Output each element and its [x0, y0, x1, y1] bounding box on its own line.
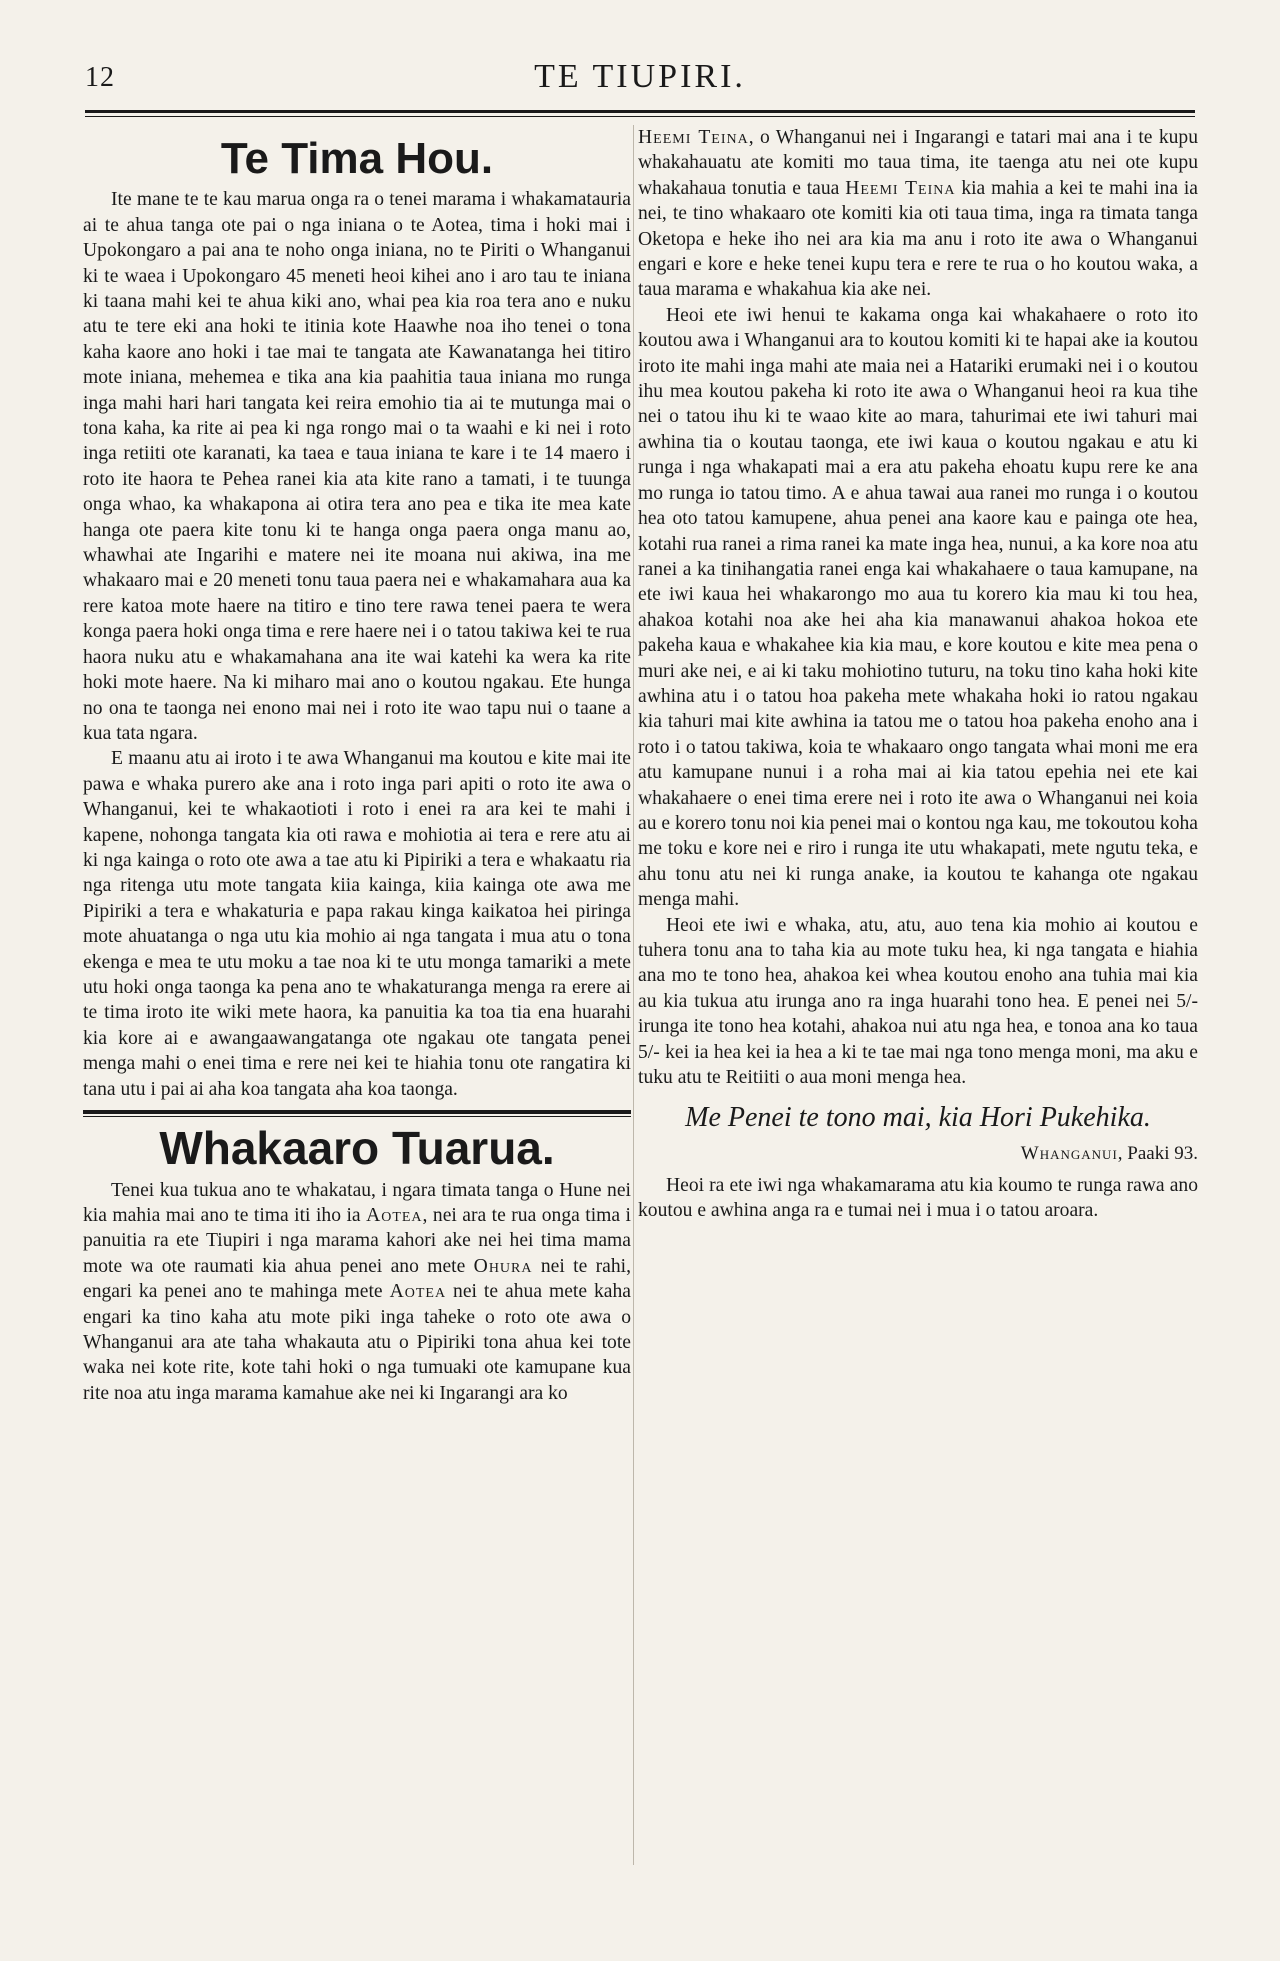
article-paragraph: Heemi Teina, o Whanganui nei i Ingarangi e tatari mai ana i te kupu whakahauatu ate komiti mo taua tima, ite taenga atu nei ote kupu whakahaua tonutia e taua Heemi Teina kia mahia a kei te mahi ina ia nei, te tino whakaaro ote komiti kia oti taua tima, inga ra timata tanga Oketopa e heke iho nei ara kia ma anu i roto ite awa o Whanganui engari e kore e heke tenei kupu tera e rere te rua o ho koutou waka, a taua marama e whakahua kia ake nei.	[638, 127, 1199, 301]
header-rule	[85, 110, 1195, 117]
ship-name-ohura: Ohura	[473, 1255, 533, 1277]
article-title-te-tima-hou: Te Tima Hou.	[220, 134, 494, 183]
page-number: 12	[85, 62, 115, 93]
article-title-whakaaro-tuarua: Whakaaro Tuarua.	[159, 1122, 555, 1175]
article-paragraph: Heoi ete iwi e whaka, atu, atu, auo tena kia mohio ai koutou e tuhera tonu ana to taha kia au mote tuku hea, ki nga tangata e hiahia ana mo te tono hea, ahakoa kei whea koutou enoho ana tuhia mai kia au kia tukua atu irunga ano ra inga huarahi tono hea. E penei nei 5/- irunga ite tono hea kotahi, ahakoa nui atu nga hea, e tonoa ana ko taua 5/- kei ia hea kei ia hea a ki te tae mai nga tono menga moni, ma aku e tuku atu te Reitiiti o aua moni menga hea.	[638, 914, 1198, 1089]
article-paragraph: Heoi ra ete iwi nga whakamarama atu kia koumo te runga rawa ano koutou e awhina anga ra e tumai nei i mua i o tatou aroara.	[638, 1174, 1198, 1222]
newspaper-title: TE TIUPIRI.	[534, 58, 746, 95]
column-divider	[633, 125, 634, 1865]
signature: Me Penei te tono mai, kia Hori Pukehika.	[685, 1102, 1151, 1134]
ship-name-aotea: Aotea	[389, 1281, 447, 1303]
dateline: Whanganui, Paaki 93.	[1020, 1143, 1198, 1165]
article-paragraph: Tenei kua tukua ano te whakatau, i ngara timata tanga o Hune nei kia mahia mai ano te tima iti iho ia Aotea, nei ara te rua onga tima i panuitia ra ete Tiupiri i nga marama kahori ake nei hei tima mama mote wa ote raumati kia ahua penei ano mete Ohura nei te rahi, engari ka penei ano te mahinga mete Aotea nei te ahua mete kaha engari ka tino kaha atu mote piki inga taheke o roto ote awa o Whanganui ara ate taha whakauta atu o Pipiriki tona ahua kei tote waka nei kote rite, kote tahi hoki o nga tumuaki ote kamupane kua rite noa atu inga marama kamahue ake nei ki Ingarangi ara ko	[83, 1179, 631, 1404]
article-paragraph: Ite mane te te kau marua onga ra o tenei marama i whakamatauria ai te ahua tanga ote pai o nga iniana o te Aotea, tima i hoki mai i Upokongaro a pai ana te noho onga iniana, no te Piriti o Whanganui ki te waea i Upokongaro 45 meneti heoi kihei ano i aro tau te iniana ki taana mahi kei te ahua kiki ano, whai pea kia roa tera ano e nuku atu te tere eki ana hoki te itinia kote Haawhe noa iho tenei o tona kaha kaore ano hoki i tae mai te tangata ate Kawanatanga hei titiro mote iniana, mehemea e tika ana kia paahitia taua iniana mo runga inga mahi hari hari tangata kei reira emohio tia ai te mutunga mai o tona kaha, ka rite ai pea ki nga rongo mai o ta waahi e ki nei i roto inga retiiti ote karanati, ka taea e taua iniana te kare i te 14 maero i roto ite haora te Pehea ranei kia ata kite rano a tamati, i te tuunga onga whao, ka whakapona ai otira tera ano pea e tika ite mea kate hanga ote paera kite tonu ki te hanga onga paera onga manu ao, whawhai ate Ingarihi e matere nei ite moana nui akiwa, ina me whakaaro mai e 20 meneti tonu taua paera nei e whakamahara aua ka rere katoa mote haere na titiro e tino tere rawa tenei paera te wera konga paera hoki onga tima e rere haere nei i o tatou takiwa kei te rua haora nuku atu e whakamahana ana ite wai katehi ka wera ka rite hoki mote haere. Na ki miharo mai ano o koutou ngakau. Ete hunga no ona te taonga nei enono mai nei i roto ite wao tapu nui o taane a kua tata ngara.	[83, 189, 631, 744]
article-paragraph: E maanu atu ai iroto i te awa Whanganui ma koutou e kite mai ite pawa e whaka purero ake ana i roto inga pari apiti o roto ite awa o Whanganui, kei te whakaotioti i roto i enei ra ara kei te mahi i kapene, nohonga tangata kia oti rawa e mohiotia ai tera e rere atu ai ki nga kainga o roto ote awa a tae atu ki Pipiriki a tera e whakaatu ria nga ritenga utu mote tangata kiia kainga, kiia kainga ote awa me Pipiriki a tera e whakaturia e papa rakau kinga kaikatoa hei piringa mote ahuatanga o nga utu kia mohio ai nga tangata i mua atu o tona ekenga e mea te utu moku a tae noa ki te utu monga tamariki a mete utu hoki onga taonga ka pena ano te whakaturanga menga ra erere ai te tima iroto ite wiki mete haora, ka panuitia ka toa tia ena huarahi kia kore ai e awangaawangatanga ote ngakau ote tangata penei menga mahi o enei tima e rere nei kei te hiahia tonu ote rangatira ki tana utu i pai ai aha koa tangata aha koa taonga.	[83, 748, 631, 1100]
section-rule	[83, 1110, 631, 1117]
ship-name-aotea: Aotea	[366, 1205, 423, 1227]
left-column	[83, 125, 631, 1406]
article-paragraph: Heoi ete iwi henui te kakama onga kai whakahaere o roto ito koutou awa i Whanganui ara to koutou komiti ki te hapai ake ia koutou iroto ite mahi inga mahi ate maia nei a Hatariki erumaki nei i o koutou ihu mea koutou pakeha ki roto ite awa o Whanganui heoi ra kua tihe nei o tatou ihu ki te waao kite ao mara, tahurimai ete iwi tahuri mai awhina tia o koutau taonga, ete iwi kaua o koutou ngakau e atu ki runga i nga whakapati mai a era atu pakeha ehoatu kupu rere ke ana mo runga io tatou timo. A e ahua tawai aua ranei mo runga i o koutou hea oto tatou kamupene, ahua penei ana kaore kau e painga ote hea, kotahi rua ranei a rima ranei ka mate inga hea, nunui, a ka kore noa atu ranei a ka tinihangatia ranei enga kai whakahaere o taua kamupane, na ete iwi kaua hei whakarongo mo aua tu korero kia mau ki tou hea, ahakoa kotahi noa ake hei aha kia manawanui ahakoa hokoa ete pakeha kaua e whakahee kia kia mau, e kore koutou e kite mea pena o muri ake nei, e ai ki taku mohiotino tuturu, na toku tino kaha hoki kite awhina atu i o tatou hoa pakeha mete whakaha hoki io ratou ngakau kia tahuri mai kite awhina ia tatou me o tatou hoa pakeha enoho ana i roto i o tatou takiwa, koia te whakaaro ongo tangata whai moni me era atu kamupane nunui i a roha mai ai kia tatou epehia nei ete kai whakahaere o enei tima erere nei i roto ite awa o Whanganui nei koia au e korero tonu noi kia penei mai o kontou nga kau, me tokoutou koha me toku e kore nei e riro i runga ite utu whakapati, mete ngutu teka, e ahu tonu atu nei ki runga anake, ia koutou te kahanga ote ngakau menga mahi.	[638, 304, 1198, 911]
page-header	[0, 58, 1280, 112]
right-column	[638, 125, 1198, 1224]
person-name: Heemi Teina	[845, 177, 956, 199]
person-name: Heemi Teina	[638, 127, 749, 148]
